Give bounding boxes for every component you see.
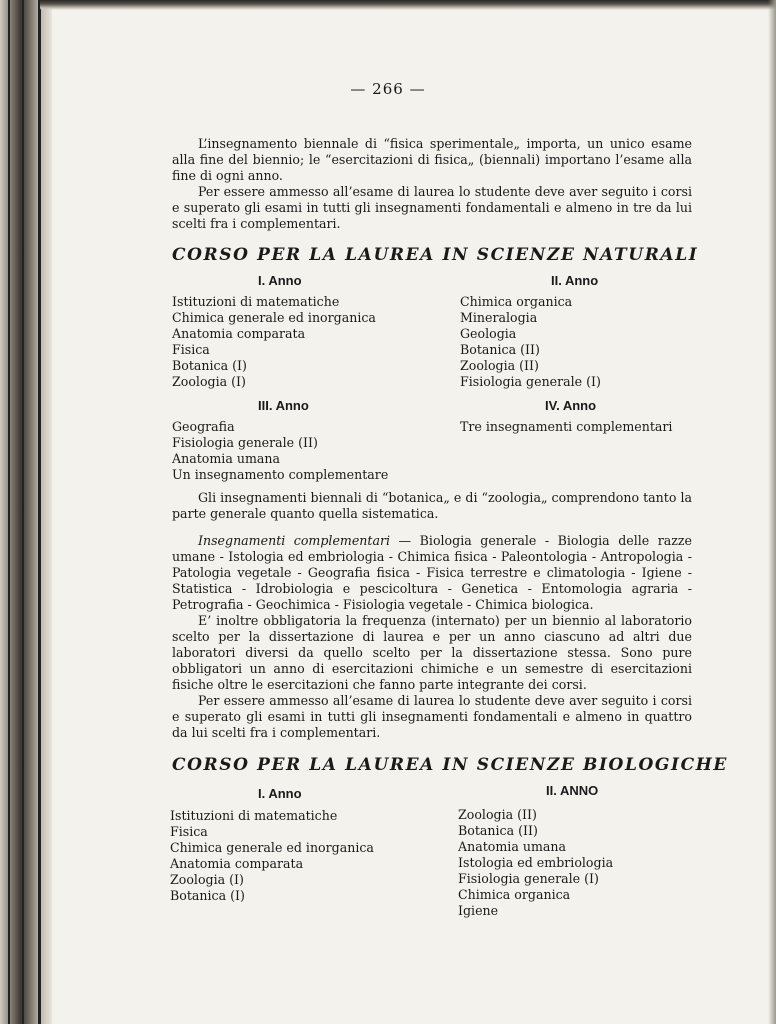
biologiche-year1-list bbox=[170, 808, 374, 904]
list-item: Zoologia (II) bbox=[458, 807, 537, 822]
list-item: Chimica organica bbox=[458, 887, 571, 902]
naturali-year1-list bbox=[172, 294, 376, 390]
list-item: Istituzioni di matematiche bbox=[170, 808, 338, 823]
paragraph-biennali: Gli insegnamenti biennali di “botanica„ e di “zoologia„ comprendono tanto la parte generale quanto quella sistematica. bbox=[172, 490, 692, 521]
list-item: Fisica bbox=[172, 342, 210, 357]
paragraph-esame-laurea: Per essere ammesso all’esame di laurea lo studente deve aver seguito i corsi e superato gli esami in tutti gli insegnamenti fondamentali e almeno in quattro da lui scelti fra i complementari. bbox=[172, 693, 692, 740]
heading-scienze-naturali: CORSO PER LA LAUREA IN SCIENZE NATURALI bbox=[172, 245, 699, 265]
biologiche-year2-title: II. ANNO bbox=[546, 783, 599, 798]
intro-paragraph-fisica: L’insegnamento biennale di “fisica sperimentale„ importa, un unico esame alla fine del biennio; le “esercitazioni di fisica„ (biennali) importano l’esame alla fine di ogni anno. bbox=[172, 136, 692, 183]
list-item: Anatomia umana bbox=[458, 839, 567, 854]
list-item: Chimica generale ed inorganica bbox=[170, 840, 374, 855]
list-item: Botanica (I) bbox=[172, 358, 247, 373]
biologiche-year2-list bbox=[458, 807, 613, 919]
list-item: Fisica bbox=[170, 824, 208, 839]
complementari-list: — Biologia generale - Biologia delle razze umane - Istologia ed embriologia - Chimica fisica - Paleontologia - Antropologia - Patologia vegetale - Geografia fisica - Fisica terrestre e climatologia - Igiene - Statistica - Idrobiologia e pescicoltura - Genetica - Entomologia agraria - Petrografia - Geochimica - Fisiologia vegetale - Chimica biologica. bbox=[172, 533, 692, 612]
list-item: Fisiologia generale (I) bbox=[458, 871, 599, 886]
page-number: — 266 — bbox=[350, 80, 426, 98]
list-item: Un insegnamento complementare bbox=[172, 467, 389, 482]
naturali-year2-list bbox=[460, 294, 601, 390]
page-top-edge bbox=[40, 0, 776, 10]
complementari-label: Insegnamenti complementari bbox=[198, 533, 391, 548]
list-item: Anatomia umana bbox=[172, 451, 281, 466]
biologiche-year1-title: I. Anno bbox=[258, 786, 302, 801]
heading-scienze-biologiche: CORSO PER LA LAUREA IN SCIENZE BIOLOGICHE bbox=[172, 755, 728, 775]
list-item: Botanica (II) bbox=[458, 823, 538, 838]
page-right-edge bbox=[768, 0, 776, 1024]
list-item: Igiene bbox=[458, 903, 499, 918]
list-item: Zoologia (II) bbox=[460, 358, 539, 373]
book-binding bbox=[0, 0, 52, 1024]
list-item: Botanica (I) bbox=[170, 888, 245, 903]
naturali-year2-title: II. Anno bbox=[551, 273, 599, 288]
intro-paragraph-esame: Per essere ammesso all’esame di laurea lo studente deve aver seguito i corsi e superato gli esami in tutti gli insegnamenti fondamentali e almeno in tre da lui scelti fra i complementari. bbox=[172, 184, 692, 231]
list-item: Anatomia comparata bbox=[172, 326, 306, 341]
list-item: Zoologia (I) bbox=[172, 374, 246, 389]
list-item: Anatomia comparata bbox=[170, 856, 304, 871]
naturali-year1-title: I. Anno bbox=[258, 273, 302, 288]
list-item: Istologia ed embriologia bbox=[458, 855, 614, 870]
list-item: Chimica organica bbox=[460, 294, 573, 309]
naturali-year4-item: Tre insegnamenti complementari bbox=[460, 419, 673, 434]
list-item: Geografia bbox=[172, 419, 235, 434]
list-item: Fisiologia generale (II) bbox=[172, 435, 318, 450]
list-item: Zoologia (I) bbox=[170, 872, 244, 887]
list-item: Chimica generale ed inorganica bbox=[172, 310, 376, 325]
list-item: Fisiologia generale (I) bbox=[460, 374, 601, 389]
list-item: Mineralogia bbox=[460, 310, 538, 325]
naturali-year3-title: III. Anno bbox=[258, 398, 309, 413]
naturali-year4-title: IV. Anno bbox=[545, 398, 597, 413]
list-item: Istituzioni di matematiche bbox=[172, 294, 340, 309]
list-item: Geologia bbox=[460, 326, 517, 341]
list-item: Botanica (II) bbox=[460, 342, 540, 357]
paragraph-internato: E’ inoltre obbligatoria la frequenza (internato) per un biennio al laboratorio scelto per la dissertazione di laurea e per un anno ciascuno ad altri due laboratori diversi da quello scelto per la dissertazione stessa. Sono pure obbligatori un anno di esercitazioni chimiche e un semestre di esercitazioni fisiche oltre le esercitazioni che fanno parte integrante dei corsi. bbox=[172, 613, 692, 692]
paragraph-complementari bbox=[172, 533, 692, 613]
naturali-year3-list bbox=[172, 419, 388, 483]
